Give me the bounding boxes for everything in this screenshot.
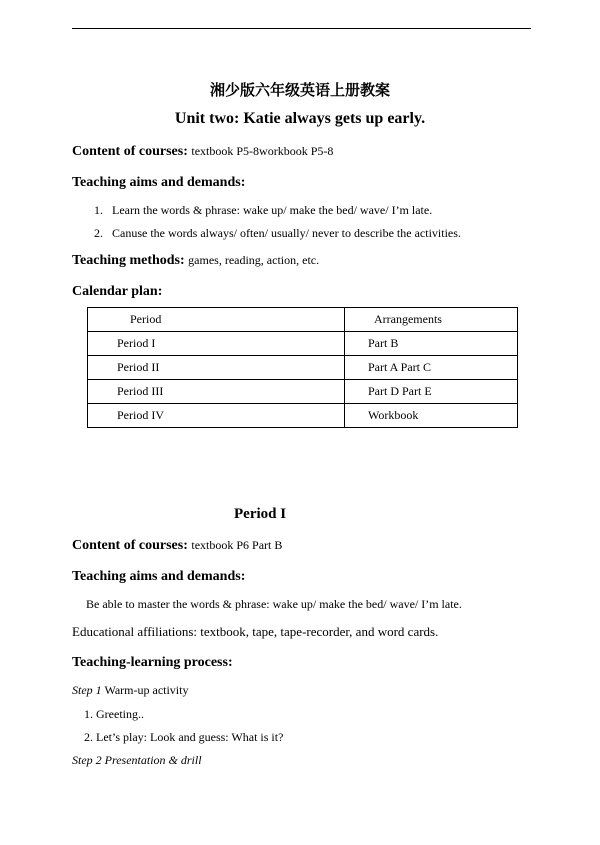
column-header: Period <box>88 308 345 332</box>
table-cell: Period II <box>88 356 345 380</box>
step1-label: Step 1 <box>72 683 102 697</box>
document-title: 湘少版六年级英语上册教案 <box>209 81 390 99</box>
content-of-courses <box>72 144 333 160</box>
process-heading: Teaching-learning process: <box>72 655 233 670</box>
list-item: 1. Greeting.. <box>84 707 144 721</box>
period-aims-text: Be able to master the words & phrase: wake up/ make the bed/ wave/ I’m late. <box>86 597 462 611</box>
column-header: Arrangements <box>345 308 518 332</box>
table-cell: Part B <box>345 332 518 356</box>
table-cell: Part D Part E <box>345 380 518 404</box>
table-cell: Period III <box>88 380 345 404</box>
content-label: Content of courses: <box>72 144 188 159</box>
methods-value: games, reading, action, etc. <box>188 253 320 267</box>
calendar-table <box>87 307 518 428</box>
aim-item: 1. Learn the words & phrase: wake up/ make the bed/ wave/ I’m late. <box>94 203 433 217</box>
step1-text: Warm-up activity <box>104 683 189 697</box>
table-cell: Part A Part C <box>345 356 518 380</box>
table-header-row <box>88 308 518 332</box>
header-rule <box>72 28 531 29</box>
content-value: textbook P6 Part B <box>191 538 283 552</box>
table-cell: Period IV <box>88 404 345 428</box>
list-item: 2. Let’s play: Look and guess: What is it? <box>84 730 284 744</box>
teaching-methods <box>72 253 319 269</box>
table-row <box>88 380 518 404</box>
content-value: textbook P5-8workbook P5-8 <box>191 144 334 158</box>
table-cell: Period I <box>88 332 345 356</box>
aims-heading: Teaching aims and demands: <box>72 175 246 190</box>
calendar-heading: Calendar plan: <box>72 284 163 299</box>
period-title: Period I <box>234 506 287 522</box>
period-aims-heading: Teaching aims and demands: <box>72 569 246 584</box>
educational-affiliations: Educational affiliations: textbook, tape, tape-recorder, and word cards. <box>72 624 439 639</box>
methods-label: Teaching methods: <box>72 253 185 268</box>
table-row <box>88 332 518 356</box>
step1-line <box>72 683 188 698</box>
table-cell: Workbook <box>345 404 518 428</box>
table-row <box>88 404 518 428</box>
content-label: Content of courses: <box>72 538 188 553</box>
unit-title: Unit two: Katie always gets up early. <box>174 110 426 127</box>
table-row <box>88 356 518 380</box>
period-content-of-courses <box>72 538 282 554</box>
aim-item: 2. Canuse the words always/ often/ usually/ never to describe the activities. <box>94 226 461 240</box>
step2-line: Step 2 Presentation & drill <box>72 753 202 767</box>
